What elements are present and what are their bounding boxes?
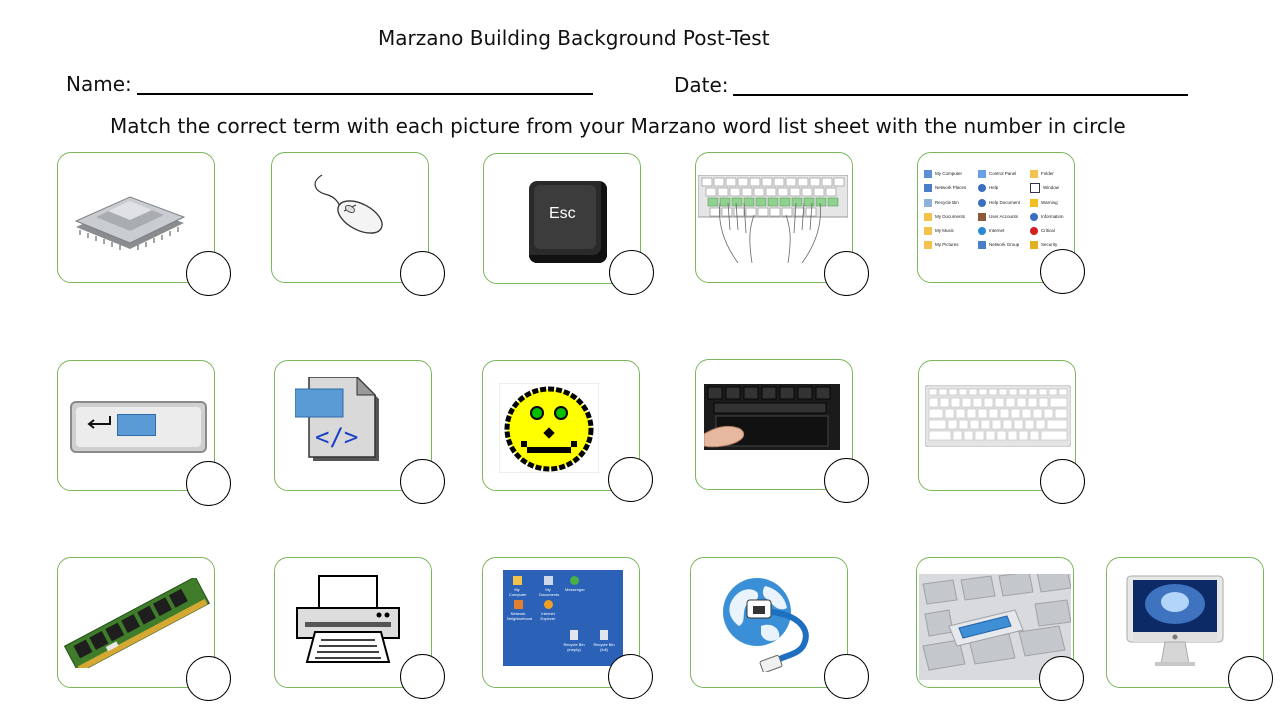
date-label: Date: (674, 73, 729, 97)
mouse-icon (308, 173, 388, 243)
desktop-screen-icon: My Computer My Documents Messenger Network Neighborhood Internet Explorer Recycle Bin (empty) Recycle Bin (full) (503, 570, 623, 666)
touchpad-icon (704, 384, 840, 450)
answer-circle[interactable] (186, 656, 231, 701)
picture-card-desktop-screen (482, 557, 640, 688)
picture-card-network-globe (690, 557, 848, 688)
answer-circle[interactable] (824, 458, 869, 503)
picture-card-keyboard (918, 360, 1076, 491)
network-globe-icon (717, 572, 821, 672)
ram-memory-icon (58, 578, 214, 668)
picture-card-blue-key (916, 557, 1074, 688)
printer-icon (293, 574, 403, 666)
picture-card-enter-key (57, 360, 215, 491)
enter-key-icon (70, 401, 207, 453)
picture-card-mouse (271, 152, 429, 283)
esc-key-label: Esc (549, 205, 576, 222)
answer-circle[interactable] (1040, 249, 1085, 294)
answer-circle[interactable] (1228, 656, 1273, 701)
page-title: Marzano Building Background Post-Test (378, 26, 770, 50)
picture-card-touchpad (695, 359, 853, 490)
picture-card-ram (57, 557, 215, 688)
answer-circle[interactable] (608, 457, 653, 502)
picture-card-imac (1106, 557, 1264, 688)
desktop-icons-list-icon: My Computer Control Panel Folder Network Places Help Window Recycle Bin Help Document Warning My Documents User Accounts Information My Music Internet Critical My Pictures Network Group Security (924, 169, 1064, 263)
keyboard-icon (925, 385, 1071, 447)
answer-circle[interactable] (400, 654, 445, 699)
name-line (137, 93, 593, 95)
answer-circle[interactable] (186, 251, 231, 296)
answer-circle[interactable] (400, 251, 445, 296)
code-tag-label: </> (315, 423, 359, 451)
name-label: Name: (66, 72, 132, 96)
answer-circle[interactable] (1039, 656, 1084, 701)
picture-card-html-file (274, 360, 432, 491)
date-line (733, 94, 1188, 96)
picture-card-esc-key (483, 153, 641, 284)
picture-card-smiley (482, 360, 640, 491)
picture-card-desktop-icons (917, 152, 1075, 283)
esc-key-icon (529, 181, 607, 263)
html-code-file-icon (295, 377, 385, 465)
answer-circle[interactable] (1040, 459, 1085, 504)
cpu-chip-icon (68, 175, 190, 255)
imac-computer-icon (1125, 574, 1225, 670)
picture-card-printer (274, 557, 432, 688)
answer-circle[interactable] (824, 251, 869, 296)
answer-circle[interactable] (608, 654, 653, 699)
keyboard-hands-icon (698, 175, 848, 265)
answer-circle[interactable] (609, 250, 654, 295)
pixel-smiley-icon (499, 383, 599, 473)
answer-circle[interactable] (824, 654, 869, 699)
picture-card-keyboard-hands (695, 152, 853, 283)
answer-circle[interactable] (400, 459, 445, 504)
answer-circle[interactable] (186, 461, 231, 506)
instructions: Match the correct term with each picture from your Marzano word list sheet with the number in circle (110, 114, 1126, 138)
picture-card-cpu (57, 152, 215, 283)
